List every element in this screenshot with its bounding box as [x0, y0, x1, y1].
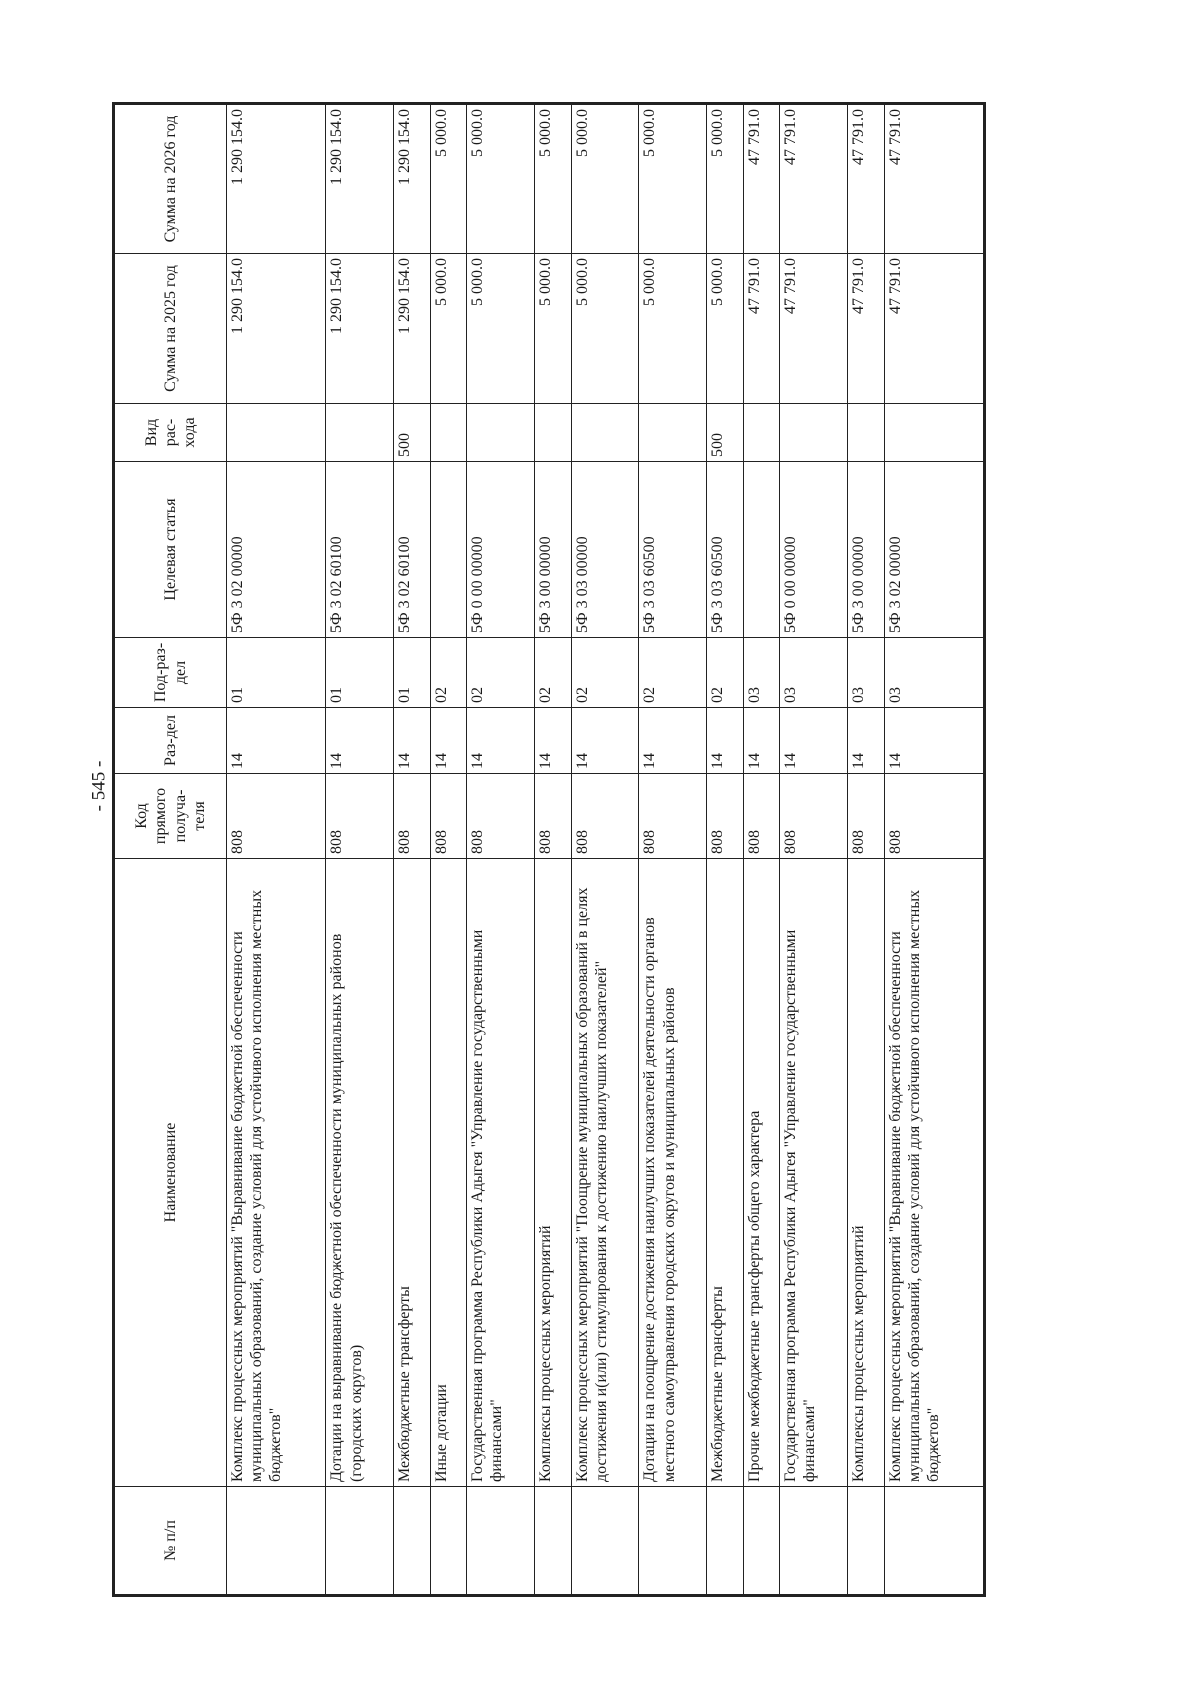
- cell-sum-2026: 1 290 154.0: [326, 105, 394, 254]
- cell-section: 14: [430, 708, 466, 774]
- cell-sum-2025: 47 791.0: [780, 254, 848, 404]
- table-row: [430, 105, 466, 1595]
- cell-target-article: [430, 462, 466, 638]
- header-recipient-code: Код прямого получа-теля: [115, 774, 227, 859]
- cell-target-article: 5Ф 0 00 00000: [780, 462, 848, 638]
- cell-subsection: 01: [394, 638, 430, 708]
- cell-target-article: 5Ф 3 02 00000: [884, 462, 983, 638]
- cell-subsection: 02: [707, 638, 743, 708]
- cell-recipient-code: 808: [467, 774, 535, 859]
- cell-num: [848, 1487, 884, 1595]
- cell-target-article: 5Ф 3 00 00000: [535, 462, 571, 638]
- table-row: [884, 105, 983, 1595]
- cell-sum-2025: 1 290 154.0: [326, 254, 394, 404]
- header-expense-type: Вид рас-хода: [115, 404, 227, 462]
- cell-expense-type: 500: [707, 404, 743, 462]
- rotated-table-container: [114, 105, 984, 1595]
- cell-target-article: 5Ф 3 02 60100: [394, 462, 430, 638]
- table-row: [707, 105, 743, 1595]
- cell-name: Дотации на выравнивание бюджетной обеспеченности муниципальных районов (городских округов): [326, 859, 394, 1487]
- cell-section: 14: [467, 708, 535, 774]
- cell-sum-2025: 47 791.0: [743, 254, 779, 404]
- cell-target-article: 5Ф 0 00 00000: [467, 462, 535, 638]
- table-row: [326, 105, 394, 1595]
- cell-num: [227, 1487, 326, 1595]
- budget-table: [114, 104, 984, 1595]
- cell-section: 14: [848, 708, 884, 774]
- cell-section: 14: [535, 708, 571, 774]
- cell-section: 14: [707, 708, 743, 774]
- cell-num: [571, 1487, 639, 1595]
- cell-subsection: 03: [743, 638, 779, 708]
- cell-sum-2026: 5 000.0: [535, 105, 571, 254]
- cell-recipient-code: 808: [430, 774, 466, 859]
- cell-expense-type: [430, 404, 466, 462]
- cell-sum-2025: 5 000.0: [571, 254, 639, 404]
- cell-recipient-code: 808: [535, 774, 571, 859]
- cell-recipient-code: 808: [707, 774, 743, 859]
- cell-sum-2026: 5 000.0: [571, 105, 639, 254]
- cell-section: 14: [227, 708, 326, 774]
- cell-section: 14: [394, 708, 430, 774]
- cell-recipient-code: 808: [884, 774, 983, 859]
- cell-target-article: 5Ф 3 00 00000: [848, 462, 884, 638]
- cell-sum-2025: 5 000.0: [430, 254, 466, 404]
- cell-section: 14: [639, 708, 707, 774]
- cell-recipient-code: 808: [780, 774, 848, 859]
- cell-num: [326, 1487, 394, 1595]
- cell-sum-2025: 1 290 154.0: [394, 254, 430, 404]
- cell-name: Дотации на поощрение достижения наилучших показателей деятельности органов местного самоуправления городских округов и муниципальных районов: [639, 859, 707, 1487]
- cell-num: [743, 1487, 779, 1595]
- cell-expense-type: [848, 404, 884, 462]
- cell-num: [467, 1487, 535, 1595]
- cell-sum-2025: 47 791.0: [884, 254, 983, 404]
- cell-num: [884, 1487, 983, 1595]
- cell-recipient-code: 808: [743, 774, 779, 859]
- cell-target-article: [743, 462, 779, 638]
- table-row: [743, 105, 779, 1595]
- header-num: № п/п: [115, 1487, 227, 1595]
- cell-name: Иные дотации: [430, 859, 466, 1487]
- header-name: Наименование: [115, 859, 227, 1487]
- cell-subsection: 02: [467, 638, 535, 708]
- cell-name: Комплексы процессных мероприятий: [848, 859, 884, 1487]
- cell-expense-type: 500: [394, 404, 430, 462]
- table-row: [467, 105, 535, 1595]
- header-target-article: Целевая статья: [115, 462, 227, 638]
- cell-subsection: 01: [326, 638, 394, 708]
- cell-subsection: 02: [535, 638, 571, 708]
- cell-recipient-code: 808: [326, 774, 394, 859]
- cell-subsection: 03: [780, 638, 848, 708]
- cell-target-article: 5Ф 3 02 60100: [326, 462, 394, 638]
- cell-num: [430, 1487, 466, 1595]
- header-subsection: Под-раз-дел: [115, 638, 227, 708]
- cell-name: Комплекс процессных мероприятий "Выравнивание бюджетной обеспеченности муниципальных образований, создание условий для устойчивого исполнения местных бюджетов": [884, 859, 983, 1487]
- cell-sum-2026: 1 290 154.0: [394, 105, 430, 254]
- cell-num: [639, 1487, 707, 1595]
- cell-target-article: 5Ф 3 03 60500: [707, 462, 743, 638]
- table-row: [394, 105, 430, 1595]
- cell-name: Комплекс процессных мероприятий "Поощрение муниципальных образований в целях достижения и(или) стимулирования к достижению наилучших показателей": [571, 859, 639, 1487]
- header-sum-2025: Сумма на 2025 год: [115, 254, 227, 404]
- cell-expense-type: [639, 404, 707, 462]
- cell-subsection: 02: [430, 638, 466, 708]
- cell-name: Прочие межбюджетные трансферты общего характера: [743, 859, 779, 1487]
- cell-name: Комплексы процессных мероприятий: [535, 859, 571, 1487]
- cell-sum-2026: 47 791.0: [743, 105, 779, 254]
- cell-section: 14: [743, 708, 779, 774]
- header-section: Раз-дел: [115, 708, 227, 774]
- cell-num: [394, 1487, 430, 1595]
- cell-sum-2026: 47 791.0: [884, 105, 983, 254]
- cell-target-article: 5Ф 3 03 60500: [639, 462, 707, 638]
- cell-sum-2026: 5 000.0: [430, 105, 466, 254]
- cell-expense-type: [227, 404, 326, 462]
- cell-sum-2026: 5 000.0: [467, 105, 535, 254]
- table-header-row: [115, 105, 227, 1595]
- cell-recipient-code: 808: [639, 774, 707, 859]
- cell-section: 14: [884, 708, 983, 774]
- cell-sum-2025: 5 000.0: [639, 254, 707, 404]
- cell-section: 14: [571, 708, 639, 774]
- table-row: [571, 105, 639, 1595]
- cell-name: Государственная программа Республики Адыгея "Управление государственными финансами": [467, 859, 535, 1487]
- table-row: [535, 105, 571, 1595]
- cell-expense-type: [467, 404, 535, 462]
- cell-section: 14: [326, 708, 394, 774]
- table-row: [639, 105, 707, 1595]
- cell-num: [780, 1487, 848, 1595]
- header-sum-2026: Сумма на 2026 год: [115, 105, 227, 254]
- cell-sum-2026: 5 000.0: [707, 105, 743, 254]
- cell-expense-type: [743, 404, 779, 462]
- cell-expense-type: [535, 404, 571, 462]
- table-row: [227, 105, 326, 1595]
- cell-subsection: 03: [848, 638, 884, 708]
- cell-sum-2025: 47 791.0: [848, 254, 884, 404]
- cell-target-article: 5Ф 3 02 00000: [227, 462, 326, 638]
- cell-name: Межбюджетные трансферты: [394, 859, 430, 1487]
- cell-num: [535, 1487, 571, 1595]
- cell-subsection: 02: [639, 638, 707, 708]
- cell-recipient-code: 808: [394, 774, 430, 859]
- cell-subsection: 01: [227, 638, 326, 708]
- cell-sum-2026: 1 290 154.0: [227, 105, 326, 254]
- cell-sum-2025: 5 000.0: [707, 254, 743, 404]
- cell-section: 14: [780, 708, 848, 774]
- cell-recipient-code: 808: [571, 774, 639, 859]
- cell-recipient-code: 808: [227, 774, 326, 859]
- cell-expense-type: [326, 404, 394, 462]
- page-number: - 545 -: [88, 760, 110, 812]
- table-row: [848, 105, 884, 1595]
- cell-name: Государственная программа Республики Адыгея "Управление государственными финансами": [780, 859, 848, 1487]
- cell-subsection: 02: [571, 638, 639, 708]
- cell-sum-2026: 5 000.0: [639, 105, 707, 254]
- cell-subsection: 03: [884, 638, 983, 708]
- cell-expense-type: [780, 404, 848, 462]
- cell-expense-type: [884, 404, 983, 462]
- cell-sum-2025: 1 290 154.0: [227, 254, 326, 404]
- cell-sum-2025: 5 000.0: [467, 254, 535, 404]
- table-row: [780, 105, 848, 1595]
- cell-sum-2026: 47 791.0: [780, 105, 848, 254]
- cell-sum-2025: 5 000.0: [535, 254, 571, 404]
- cell-sum-2026: 47 791.0: [848, 105, 884, 254]
- cell-target-article: 5Ф 3 03 00000: [571, 462, 639, 638]
- cell-name: Комплекс процессных мероприятий "Выравнивание бюджетной обеспеченности муниципальных образований, создание условий для устойчивого исполнения местных бюджетов": [227, 859, 326, 1487]
- cell-expense-type: [571, 404, 639, 462]
- cell-recipient-code: 808: [848, 774, 884, 859]
- cell-name: Межбюджетные трансферты: [707, 859, 743, 1487]
- cell-num: [707, 1487, 743, 1595]
